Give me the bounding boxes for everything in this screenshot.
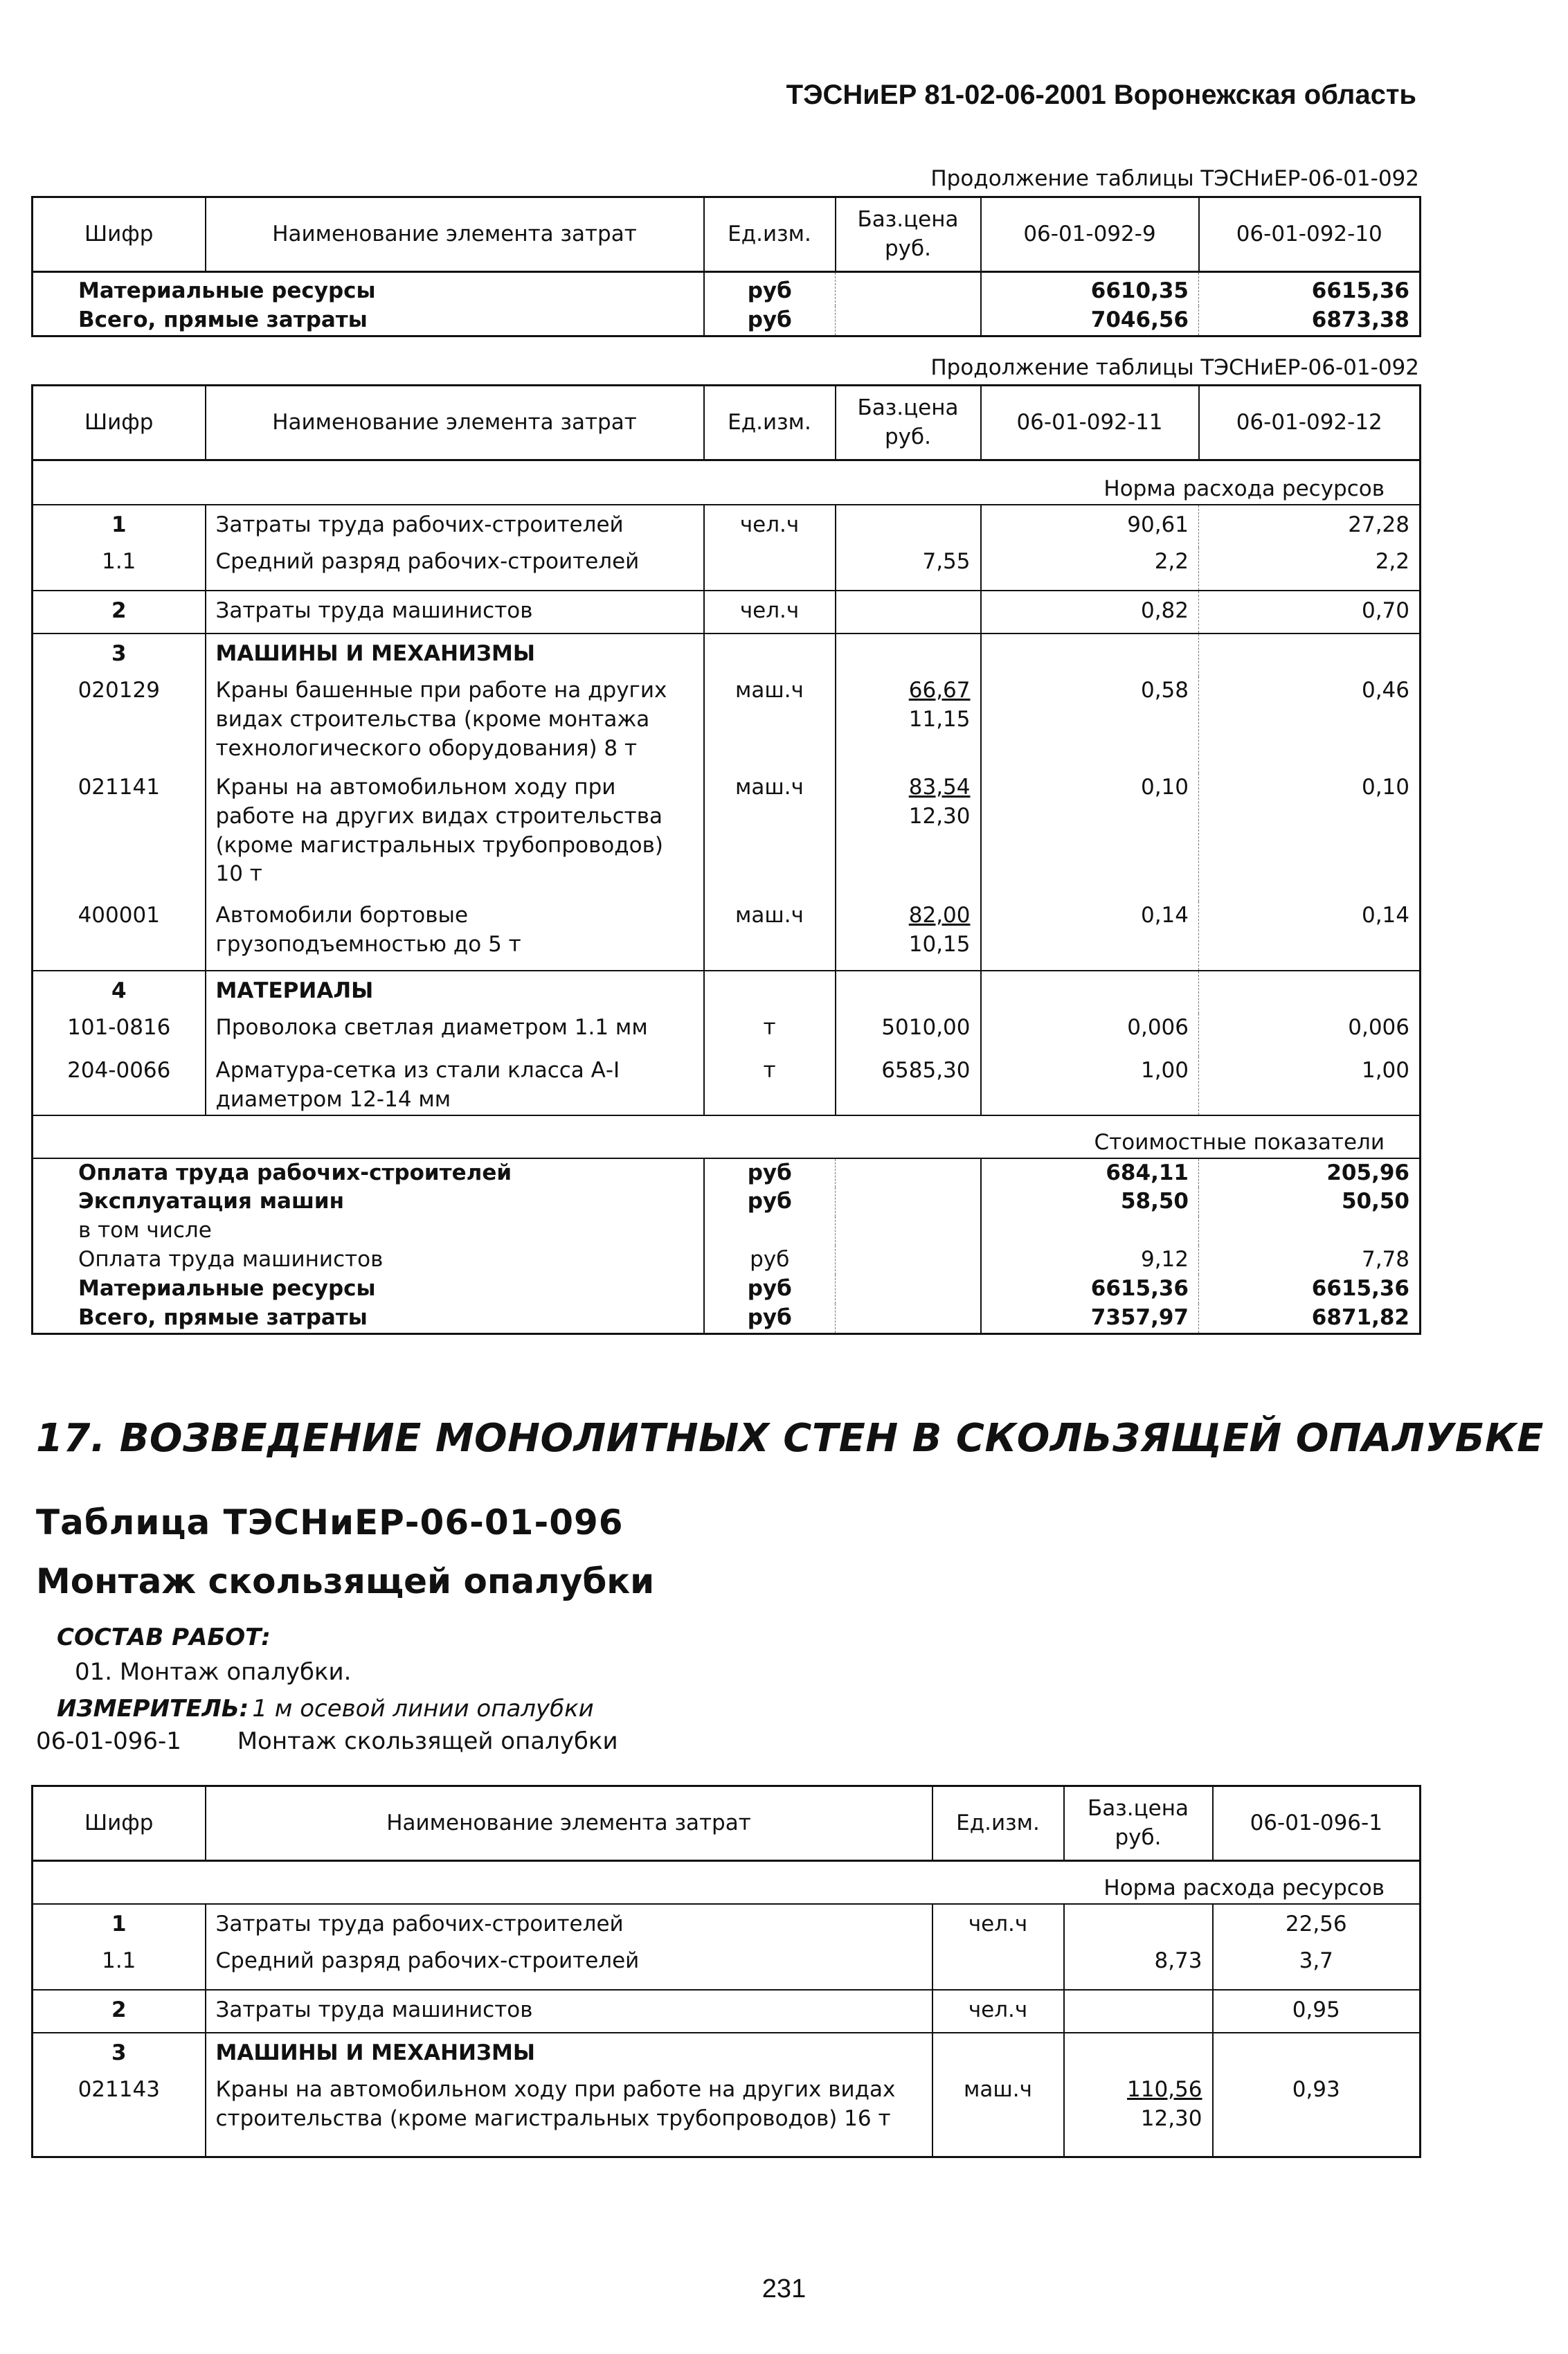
table-row: Материальные ресурсы руб 6615,36 6615,36 bbox=[33, 1275, 1421, 1304]
table-row: Материальные ресурсы руб 6610,35 6615,36 bbox=[33, 272, 1421, 306]
table-row: 2 Затраты труда машинистов чел.ч 0,82 0,70 bbox=[33, 591, 1421, 634]
works-label: СОСТАВ РАБОТ: bbox=[57, 1624, 271, 1651]
table2 bbox=[31, 384, 1421, 1335]
table-row: 204-0066 Арматура-сетка из стали класса А-I диаметром 12-14 мм т 6585,30 1,00 1,00 bbox=[33, 1057, 1421, 1115]
page-number: 231 bbox=[762, 2274, 806, 2303]
col-header-price: Баз.цена руб. bbox=[836, 197, 981, 272]
col-header-name: Наименование элемента затрат bbox=[206, 1786, 932, 1861]
code-line bbox=[36, 1727, 618, 1755]
col-header-v2: 06-01-092-10 bbox=[1199, 197, 1421, 272]
table-row: 1 Затраты труда рабочих-строителей чел.ч 22,56 bbox=[33, 1904, 1421, 1947]
table-row: Эксплуатация машин руб 58,50 50,50 bbox=[33, 1187, 1421, 1216]
table-row: 021141 Краны на автомобильном ходу при работе на других видах строительства (кроме магистральных трубопроводов) 10 т маш.ч 83,54 12,30 0,10 0,10 bbox=[33, 773, 1421, 901]
col-header-v2: 06-01-092-12 bbox=[1199, 386, 1421, 460]
meter-label: ИЗМЕРИТЕЛЬ: bbox=[57, 1695, 249, 1723]
table-row: 1 Затраты труда рабочих-строителей чел.ч 90,61 27,28 bbox=[33, 505, 1421, 548]
group-row: 3 МАШИНЫ И МЕХАНИЗМЫ bbox=[33, 634, 1421, 676]
table-row: 021143 Краны на автомобильном ходу при работе на других видах строительства (кроме магистральных трубопроводов) 16 т маш.ч 110,56 12,30 0,93 bbox=[33, 2076, 1421, 2157]
band-row: Норма расхода ресурсов bbox=[33, 460, 1421, 505]
table-title: Таблица ТЭСНиЕР-06-01-096 bbox=[36, 1502, 624, 1543]
table-row: 2 Затраты труда машинистов чел.ч 0,95 bbox=[33, 1990, 1421, 2033]
meter-line bbox=[57, 1695, 594, 1723]
table-row: 1.1 Средний разряд рабочих-строителей 8,73 3,7 bbox=[33, 1947, 1421, 1990]
table-row: Всего, прямые затраты руб 7357,97 6871,82 bbox=[33, 1304, 1421, 1333]
col-header-name: Наименование элемента затрат bbox=[206, 386, 704, 460]
table-subtitle: Монтаж скользящей опалубки bbox=[36, 1561, 655, 1601]
col-header-code: Шифр bbox=[33, 386, 206, 460]
band-row: Стоимостные показатели bbox=[33, 1115, 1421, 1158]
col-header-v1: 06-01-096-1 bbox=[1213, 1786, 1421, 1861]
section-title: 17. ВОЗВЕДЕНИЕ МОНОЛИТНЫХ СТЕН В СКОЛЬЗЯЩЕЙ ОПАЛУБКЕ bbox=[36, 1416, 1544, 1461]
table3 bbox=[31, 1785, 1421, 2158]
table-row: 400001 Автомобили бортовые грузоподъемностью до 5 т маш.ч 82,00 10,15 0,14 0,14 bbox=[33, 901, 1421, 971]
table-row: в том числе bbox=[33, 1216, 1421, 1246]
table-row: Всего, прямые затраты руб 7046,56 6873,38 bbox=[33, 306, 1421, 336]
col-header-code: Шифр bbox=[33, 1786, 206, 1861]
code-number: 06-01-096-1 bbox=[36, 1727, 181, 1755]
col-header-name: Наименование элемента затрат bbox=[206, 197, 704, 272]
code-description: Монтаж скользящей опалубки bbox=[237, 1727, 618, 1755]
table-row: 101-0816 Проволока светлая диаметром 1.1 мм т 5010,00 0,006 0,006 bbox=[33, 1014, 1421, 1057]
col-header-v1: 06-01-092-9 bbox=[981, 197, 1199, 272]
table1-continuation: Продолжение таблицы ТЭСНиЕР-06-01-092 bbox=[930, 166, 1419, 191]
col-header-price: Баз.цена руб. bbox=[1064, 1786, 1213, 1861]
works-item: 01. Монтаж опалубки. bbox=[75, 1658, 352, 1686]
meter-value: 1 м осевой линии опалубки bbox=[252, 1695, 594, 1723]
col-header-code: Шифр bbox=[33, 197, 206, 272]
page-header-title: ТЭСНиЕР 81-02-06-2001 Воронежская область bbox=[786, 80, 1416, 110]
table-row: Оплата труда машинистов руб 9,12 7,78 bbox=[33, 1246, 1421, 1275]
group-row: 3 МАШИНЫ И МЕХАНИЗМЫ bbox=[33, 2033, 1421, 2076]
band-row: Норма расхода ресурсов bbox=[33, 1861, 1421, 1904]
table1 bbox=[31, 196, 1421, 337]
table-row: 020129 Краны башенные при работе на других видах строительства (кроме монтажа технологического оборудования) 8 т маш.ч 66,67 11,15 0,58 0,46 bbox=[33, 676, 1421, 773]
col-header-unit: Ед.изм. bbox=[704, 386, 836, 460]
table2-continuation: Продолжение таблицы ТЭСНиЕР-06-01-092 bbox=[930, 355, 1419, 380]
group-row: 4 МАТЕРИАЛЫ bbox=[33, 971, 1421, 1014]
table-row: Оплата труда рабочих-строителей руб 684,11 205,96 bbox=[33, 1158, 1421, 1188]
col-header-price: Баз.цена руб. bbox=[836, 386, 981, 460]
col-header-unit: Ед.изм. bbox=[704, 197, 836, 272]
table-row: 1.1 Средний разряд рабочих-строителей 7,55 2,2 2,2 bbox=[33, 548, 1421, 591]
col-header-unit: Ед.изм. bbox=[932, 1786, 1064, 1861]
col-header-v1: 06-01-092-11 bbox=[981, 386, 1199, 460]
